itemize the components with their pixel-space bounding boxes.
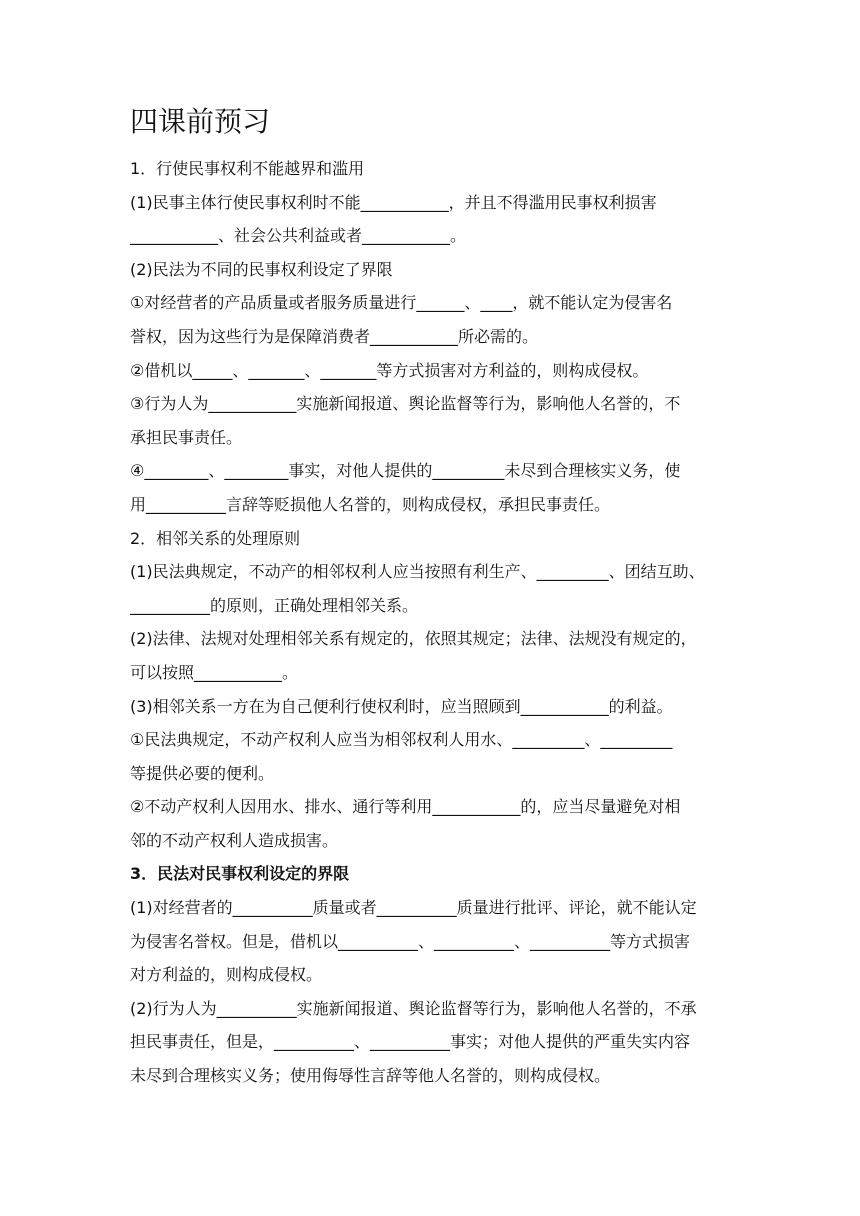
- text-line: ③行为人为___________实施新闻报道、舆论监督等行为，影响他人名誉的，不: [130, 394, 681, 414]
- text-line: 未尽到合理核实义务；使用侮辱性言辞等他人名誉的，则构成侵权。: [130, 1066, 611, 1086]
- text-line: 3．民法对民事权利设定的界限: [130, 864, 350, 884]
- text-line: (1)对经营者的__________质量或者__________质量进行批评、评论，就不能认定: [130, 898, 697, 918]
- text-line: 用__________言辞等贬损他人名誉的，则构成侵权，承担民事责任。: [130, 494, 611, 514]
- text-line: ④________、________事实，对他人提供的_________未尽到合理核实义务，使: [130, 461, 681, 481]
- text-line: __________的原则，正确处理相邻关系。: [130, 595, 419, 615]
- text-line: 对方利益的，则构成侵权。: [130, 965, 323, 985]
- text-line: 可以按照___________。: [130, 662, 299, 682]
- text-line: (3)相邻关系一方在为自己便利行使权利时，应当照顾到___________的利益。: [130, 696, 673, 716]
- text-line: 为侵害名誉权。但是，借机以__________、__________、__________等方式损害: [130, 931, 691, 951]
- text-line: (1)民法典规定，不动产的相邻权利人应当按照有利生产、_________、团结互助、: [130, 562, 705, 582]
- text-line: (2)法律、法规对处理相邻关系有规定的，依照其规定；法律、法规没有规定的，: [130, 629, 697, 649]
- text-line: ①对经营者的产品质量或者服务质量进行______、____，就不能认定为侵害名: [130, 293, 673, 313]
- page-title: 四课前预习: [130, 105, 271, 138]
- text-line: ②借机以_____、_______、_______等方式损害对方利益的，则构成侵权。: [130, 360, 649, 380]
- document-body: [130, 152, 730, 1093]
- text-line: 誉权，因为这些行为是保障消费者___________所必需的。: [130, 326, 539, 346]
- text-line: ②不动产权利人因用水、排水、通行等利用___________的，应当尽量避免对相: [130, 797, 681, 817]
- text-line: 承担民事责任。: [130, 427, 243, 447]
- text-line: (1)民事主体行使民事权利时不能___________，并且不得滥用民事权利损害: [130, 192, 657, 212]
- text-line: ___________、社会公共利益或者___________。: [130, 226, 467, 246]
- text-line: 邻的不动产权利人造成损害。: [130, 830, 339, 850]
- text-line: 担民事责任，但是，__________、__________事实；对他人提供的严重失实内容: [130, 1032, 691, 1052]
- text-line: 1．行使民事权利不能越界和滥用: [130, 159, 365, 178]
- text-line: 2．相邻关系的处理原则: [130, 528, 301, 548]
- text-line: ①民法典规定，不动产权利人应当为相邻权利人用水、_________、_________: [130, 730, 673, 750]
- text-line: (2)民法为不同的民事权利设定了界限: [130, 259, 393, 279]
- text-line: 等提供必要的便利。: [130, 763, 275, 783]
- text-line: (2)行为人为__________实施新闻报道、舆论监督等行为，影响他人名誉的，不承: [130, 998, 697, 1018]
